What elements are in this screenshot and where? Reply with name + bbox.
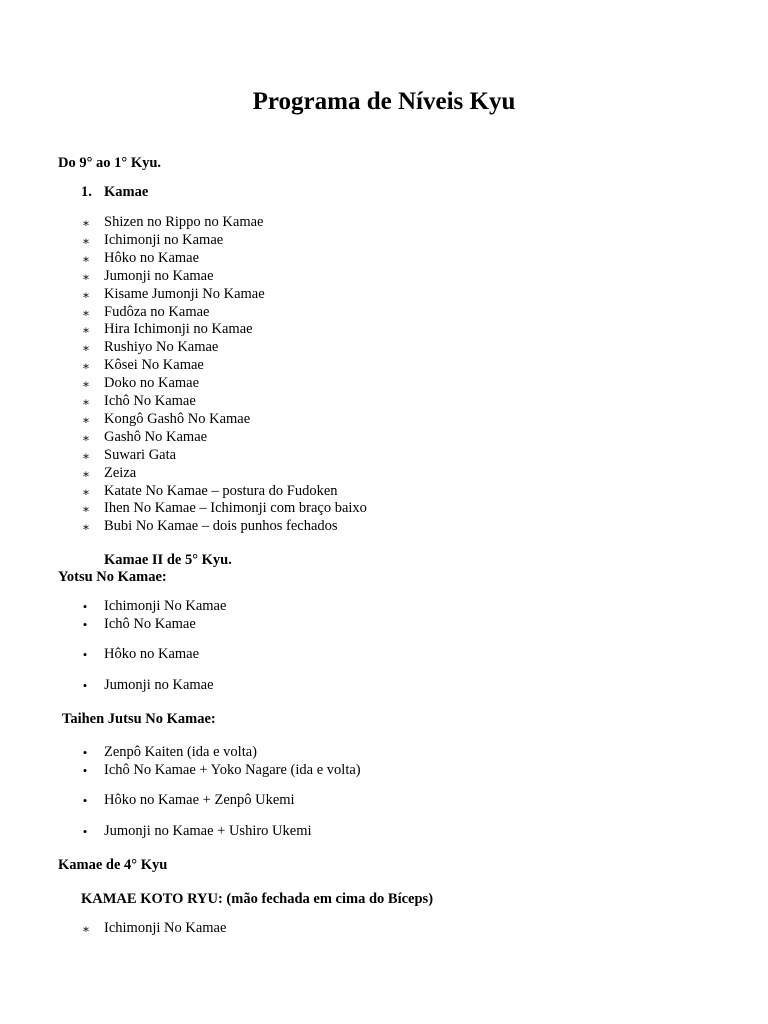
numbered-item-label: Kamae [104, 184, 149, 200]
list-item-text: Jumonji no Kamae + Ushiro Ukemi [104, 823, 312, 839]
list-item-text: Kongô Gashô No Kamae [104, 410, 251, 427]
list-item-text: Hôko no Kamae [104, 646, 200, 662]
bullet-icon: • [82, 824, 88, 839]
bullet-icon: ∗ [81, 305, 91, 320]
list-item-text: Hôko no Kamae [104, 249, 200, 266]
list-item-text: Ichô No Kamae [104, 393, 196, 409]
list-item-text: Suwari Gata [104, 446, 177, 463]
bullet-icon: ∗ [81, 922, 91, 936]
list-item-text: Jumonji no Kamae [104, 677, 214, 693]
bullet-icon: ∗ [81, 251, 91, 266]
list-item-text: Shizen no Rippo no Kamae [104, 214, 264, 230]
list-item-text: Ichimonji no Kamae [104, 231, 224, 248]
list-item-text: Ichô No Kamae + Yoko Nagare (ida e volta) [104, 762, 361, 778]
list-item-text: Kôsei No Kamae [104, 357, 204, 374]
bullet-icon: • [82, 793, 88, 808]
bullet-icon: ∗ [81, 341, 91, 356]
bullet-icon: • [82, 678, 88, 693]
section1-heading: Do 9° ao 1° Kyu. [58, 155, 162, 171]
list-item-text: Jumonji no Kamae [104, 267, 214, 284]
bullet-icon: ∗ [81, 520, 91, 535]
section4-subheading: KAMAE KOTO RYU: (mão fechada em cima do Bíceps) [81, 891, 434, 907]
bullet-icon: ∗ [81, 323, 91, 338]
bullet-icon: • [82, 599, 88, 614]
section2-heading: Kamae II de 5° Kyu. [104, 552, 232, 568]
bullet-icon: ∗ [81, 216, 91, 230]
numbered-item-number: 1. [81, 184, 92, 200]
list-item-text: Fudôza no Kamae [104, 303, 210, 320]
list-item-text: Rushiyo No Kamae [104, 339, 219, 356]
bullet-icon: ∗ [81, 395, 91, 409]
bullet-icon: ∗ [81, 377, 91, 392]
list-item-text: Katate No Kamae – postura do Fudoken [104, 482, 338, 499]
bullet-icon: ∗ [81, 448, 91, 463]
bullet-icon: ∗ [81, 484, 91, 499]
list-item-text: Hôko no Kamae + Zenpô Ukemi [104, 792, 295, 808]
list-item-text: Ihen No Kamae – Ichimonji com braço baixo [104, 500, 367, 517]
bullet-icon: • [82, 745, 88, 760]
bullet-icon: ∗ [81, 359, 91, 374]
bullet-icon: ∗ [81, 233, 91, 248]
bullet-icon: • [82, 763, 88, 778]
list-item-text: Zeiza [104, 464, 137, 481]
section4-heading: Kamae de 4° Kyu [58, 857, 168, 873]
bullet-icon: ∗ [81, 466, 91, 481]
page-title: Programa de Níveis Kyu [252, 88, 516, 115]
list-item-text: Hira Ichimonji no Kamae [104, 321, 253, 338]
list-item-text: Doko no Kamae [104, 375, 200, 392]
bullet-icon: ∗ [81, 430, 91, 445]
bullet-icon: • [82, 617, 88, 632]
list-item-text: Ichimonji No Kamae [104, 598, 227, 614]
section3-heading: Taihen Jutsu No Kamae: [62, 711, 216, 727]
list-item-text: Zenpô Kaiten (ida e volta) [104, 744, 257, 760]
bullet-icon: ∗ [81, 287, 91, 302]
list-item-text: Kisame Jumonji No Kamae [104, 285, 265, 302]
section2-subheading: Yotsu No Kamae: [58, 569, 167, 585]
bullet-icon: ∗ [81, 502, 91, 517]
list-item-text: Ichô No Kamae [104, 616, 196, 632]
list-item-text: Ichimonji No Kamae [104, 920, 227, 936]
list-item-text: Gashô No Kamae [104, 428, 208, 445]
bullet-icon: • [82, 647, 88, 662]
bullet-icon: ∗ [81, 412, 91, 427]
bullet-icon: ∗ [81, 269, 91, 284]
list-item-text: Bubi No Kamae – dois punhos fechados [104, 518, 338, 535]
